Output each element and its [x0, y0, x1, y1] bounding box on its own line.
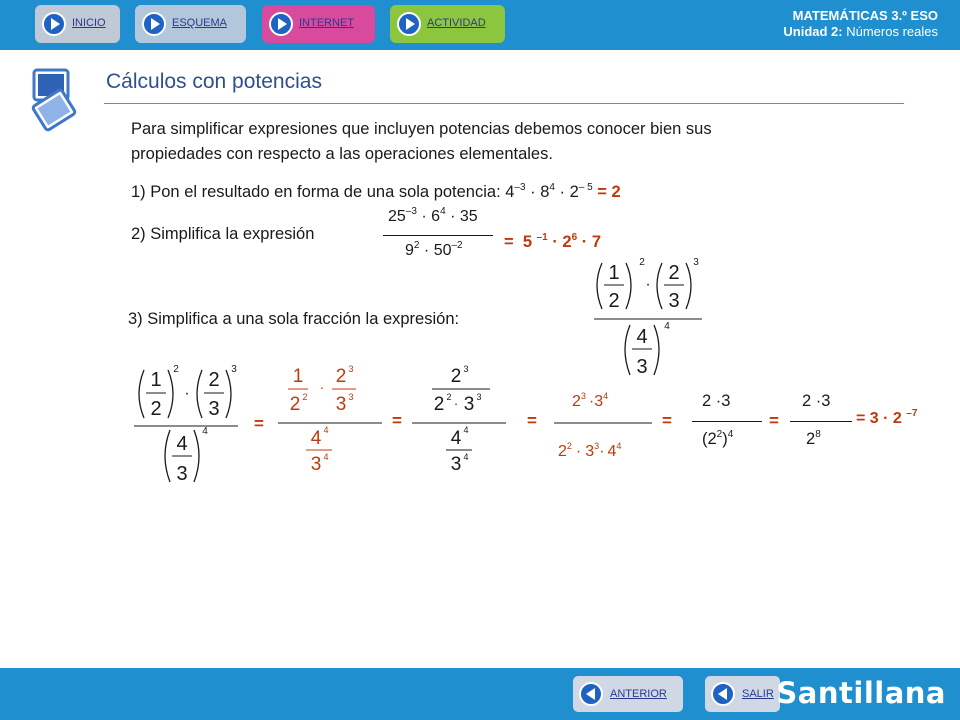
ex2-ans-b-exp: 6 — [571, 232, 578, 243]
internet-label: INTERNET — [299, 17, 354, 29]
ex3-f3-den: 3 — [636, 356, 648, 378]
ex2-num-c: 35 — [459, 208, 478, 225]
step0-f2-num: 2 — [208, 369, 220, 391]
step4-den-a: (2 — [702, 430, 717, 448]
ex3-f2-den: 3 — [668, 290, 680, 312]
step0-f3-den: 3 — [176, 463, 188, 485]
step3-na-exp: 3 — [580, 391, 586, 401]
step3-db: 3 — [585, 443, 595, 460]
actividad-button[interactable] — [390, 5, 505, 43]
ex2-denominator — [405, 242, 463, 260]
inicio-label: INICIO — [72, 17, 106, 29]
step2-da-exp: 2 — [446, 392, 452, 402]
svg-text:23·34 — [572, 391, 608, 410]
step4-denominator — [702, 430, 733, 449]
ex2-den-b-exp: –2 — [451, 240, 463, 251]
anterior-label: ANTERIOR — [610, 688, 667, 700]
unit-label: Unidad 2: — [783, 24, 843, 39]
equals-1: = — [254, 414, 264, 433]
internet-button[interactable] — [262, 5, 375, 43]
ex2-den-a-exp: 2 — [413, 240, 420, 251]
unit-name: Números reales — [846, 24, 938, 39]
intro-line-2: propiedades con respecto a las operaciones elementales. — [131, 145, 553, 163]
step0-f3-num: 4 — [176, 433, 188, 455]
page-title: Cálculos con potencias — [106, 70, 322, 93]
ex2-den-b: 50 — [433, 242, 452, 259]
ex3-f3-num: 4 — [636, 326, 648, 348]
step3-da: 2 — [558, 443, 567, 460]
step1-d1-exp: 2 — [302, 392, 308, 402]
esquema-button[interactable] — [135, 5, 246, 43]
step3-dot-3: · — [599, 443, 605, 460]
ex2-answer — [504, 233, 601, 252]
ex2-num-a-exp: –3 — [405, 206, 417, 217]
ex1-exp-3: – 5 — [578, 182, 593, 193]
step5-numerator: 2 ·3 — [802, 392, 831, 410]
ex2-num-dot-2: · — [450, 208, 456, 225]
step4-numerator: 2 ·3 — [702, 392, 731, 410]
course-info — [783, 8, 938, 40]
final-result — [856, 410, 917, 428]
ex2-ans-dot-1: · — [552, 233, 558, 251]
step1-n1: 1 — [292, 366, 304, 387]
salir-button[interactable] — [705, 676, 780, 712]
step1-d2: 3 — [335, 394, 347, 415]
course-subject: MATEMÁTICAS 3.º ESO — [792, 8, 938, 23]
ex2-num-b-exp: 4 — [440, 206, 446, 217]
exercise-2-label: 2) Simplifica la expresión — [131, 225, 315, 243]
step0-f1-num: 1 — [150, 369, 162, 391]
ex2-num-b: 6 — [431, 208, 441, 225]
ex3-f1-exp: 2 — [639, 257, 645, 268]
step3-nb-exp: 4 — [603, 391, 609, 401]
step5-den-exp: 8 — [815, 429, 821, 440]
salir-label: SALIR — [742, 688, 774, 700]
back-arrow-icon — [711, 682, 735, 706]
step-3-expression — [548, 386, 658, 462]
step2-da: 2 — [433, 394, 445, 415]
step-0-expression — [132, 362, 252, 490]
ex3-f2-num: 2 — [668, 262, 680, 284]
step2-dd-exp: 4 — [463, 452, 469, 462]
ex1-mid-1: · 8 — [525, 183, 550, 201]
step4-fraction-bar — [692, 421, 762, 422]
step1-dd: 3 — [310, 454, 322, 475]
step3-dot-2: · — [575, 443, 582, 460]
step0-dot: · — [184, 385, 190, 402]
step5-fraction-bar — [790, 421, 852, 422]
final-prefix: = 3 · 2 — [856, 410, 902, 427]
play-icon — [142, 12, 166, 36]
ex1-exp-2: 4 — [549, 182, 555, 193]
ex2-ans-a-exp: –1 — [536, 232, 548, 243]
play-icon — [269, 12, 293, 36]
ex2-fraction-bar — [383, 235, 493, 236]
svg-text:22·33·44 — [558, 441, 621, 460]
ex3-f2-exp: 3 — [693, 257, 699, 268]
step-2-expression — [410, 360, 510, 476]
ex2-ans-b: 2 — [562, 233, 572, 251]
step1-n2-exp: 3 — [348, 364, 354, 374]
step-1-expression — [276, 360, 386, 476]
ex2-ans-dot-2: · — [581, 233, 588, 251]
ex2-equals: = — [504, 233, 514, 251]
step4-den-a-exp: 2 — [716, 429, 723, 440]
step0-f1-den: 2 — [150, 398, 162, 420]
step2-dot: · — [453, 396, 459, 411]
equals-5: = — [769, 411, 779, 430]
step3-da-exp: 2 — [566, 441, 572, 451]
ex2-numerator — [388, 208, 478, 226]
ex1-prefix: 1) Pon el resultado en forma de una sola potencia: 4 — [131, 183, 515, 201]
inicio-button[interactable] — [35, 5, 120, 43]
esquema-label: ESQUEMA — [172, 17, 228, 29]
step1-dn: 4 — [310, 428, 322, 449]
santillana-logo: Santillana — [776, 676, 946, 710]
play-icon — [42, 12, 66, 36]
ex2-num-dot-1: · — [421, 208, 427, 225]
step3-dc-exp: 4 — [616, 441, 622, 451]
title-underline — [104, 103, 904, 104]
ex3-f3-exp: 4 — [664, 321, 670, 332]
step4-den-b: ) — [722, 430, 728, 448]
step2-db-exp: 3 — [476, 392, 482, 402]
step4-den-b-exp: 4 — [727, 429, 734, 440]
play-icon — [397, 12, 421, 36]
step0-f2-den: 3 — [208, 398, 220, 420]
equals-2: = — [392, 411, 402, 430]
step2-dn: 4 — [450, 428, 462, 449]
step1-d2-exp: 3 — [348, 392, 354, 402]
step3-nb: 3 — [594, 393, 604, 410]
step3-dot-1: · — [588, 393, 595, 410]
step5-denominator — [806, 430, 821, 449]
ex3-expression — [590, 253, 710, 381]
exercise-3-label: 3) Simplifica a una sola fracción la expresión: — [128, 310, 460, 328]
final-exp: –7 — [906, 408, 918, 419]
ex1-equals: = — [592, 183, 612, 201]
step1-n2: 2 — [335, 366, 347, 387]
back-arrow-icon — [579, 682, 603, 706]
step5-den: 2 — [806, 430, 816, 448]
step2-n-exp: 3 — [463, 364, 469, 374]
ex1-answer: 2 — [611, 183, 621, 201]
ex2-ans-a: 5 — [522, 233, 532, 251]
step1-dn-exp: 4 — [323, 425, 329, 435]
exercise-1 — [131, 183, 621, 202]
equals-3: = — [527, 411, 537, 430]
ex2-num-a: 25 — [388, 208, 406, 225]
step1-d1: 2 — [289, 394, 301, 415]
ex1-mid-2: · 2 — [554, 183, 579, 201]
step1-dot: · — [319, 379, 325, 395]
ex1-exp-1: –3 — [514, 182, 526, 193]
step3-db-exp: 3 — [594, 441, 600, 451]
actividad-label: ACTIVIDAD — [427, 17, 486, 29]
step0-f1-exp: 2 — [173, 364, 179, 375]
ex3-f1-num: 1 — [608, 262, 620, 284]
ex2-ans-c: 7 — [591, 233, 602, 251]
ex3-dot: · — [645, 276, 651, 293]
step1-dd-exp: 4 — [323, 452, 329, 462]
step2-n: 2 — [450, 366, 462, 387]
ex3-f1-den: 2 — [608, 290, 620, 312]
ex2-den-a: 9 — [405, 242, 414, 259]
step2-dn-exp: 4 — [463, 425, 469, 435]
step2-dd: 3 — [450, 454, 462, 475]
ex2-den-dot: · — [423, 242, 430, 259]
step3-na: 2 — [572, 393, 581, 410]
step0-f2-exp: 3 — [231, 364, 237, 375]
step3-dc: 4 — [607, 443, 617, 460]
step0-f3-exp: 4 — [202, 426, 208, 437]
equals-4: = — [662, 411, 672, 430]
step2-db: 3 — [463, 394, 475, 415]
intro-line-1: Para simplificar expresiones que incluyen potencias debemos conocer bien sus — [131, 120, 712, 138]
anterior-button[interactable] — [573, 676, 683, 712]
slides-icon — [28, 66, 84, 132]
